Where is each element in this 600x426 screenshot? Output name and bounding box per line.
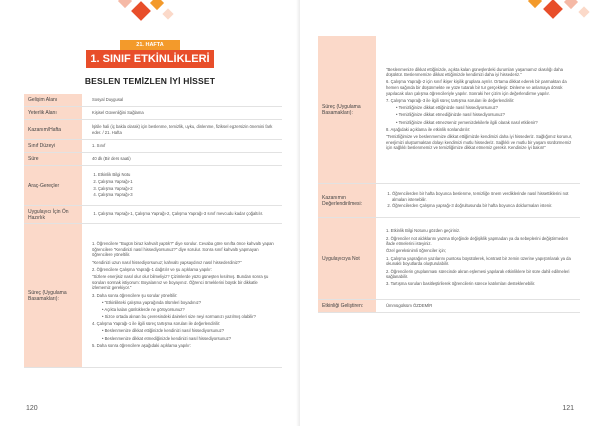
row-value: [380, 36, 580, 183]
row-value: [380, 218, 580, 299]
row-value: [86, 206, 282, 223]
row-value: Kişisel Güvenliğini Sağlama: [92, 110, 144, 116]
list-item: 6. Çalışma Yaprağı-2 için sınıf ikişer kişilik gruplara ayrılır. Ortama dikkat ederek bir parmaktan da hemen sağında bir düşünmekte ve yüze tutarak bir tur gerçekleşir. Dinleme ve anlamaya dönük yapılacak olan çalışma öğrencileriyle yapılır. Sonraki her çizim için değerlendirme yapılır.: [386, 79, 567, 96]
table-row: [318, 184, 580, 218]
row-value: İşitile hali (iç bakla olarak) için beslenme, temizlik, uyku, dinlenme, fiziksel egzersizin önemini fark eder. / 21. Hafta: [92, 123, 273, 135]
header-decoration: [100, 0, 200, 40]
list-item: • Sizce ortada alınan bu çevresindeki daireleri size neyi sormanızı yazılmış olabilir?: [102, 314, 256, 320]
list-item: • Temizliğinize dikkat etmezseniz yemenizdekilerle ilgili olarak nasıl etkilenir?: [396, 119, 538, 125]
list-item: "Temizliğimize ve beslenmemize dikkat ettiğimizde kendimizi daha iyi hissederiz. Sağlığımız korunur, enerjimizi oluşturmaktan dolayı kendimizi mutlu hissederiz. Sağlıklı ve mutlu bir yaşam sürdürmemiz için sağlıklı beslenmemiz ve temizliğimize dikkat etmemiz gerekir. Kendinize iyi bakın!": [386, 133, 573, 151]
list-item: Özel gereksinimli öğrenciler için;: [386, 248, 447, 254]
list-item: 2. Öğrencilere Çalışma Yaprağı-1 dağıtılır ve şu açıklama yapılır:: [92, 266, 212, 272]
list-item: • "Etkinlikteki çalışma yaprağında ölümleri boyadınız?: [102, 299, 202, 305]
table-row: [24, 107, 282, 120]
list-item: • Açıkta kalan günlüklerde ne görüyorsunuz?: [102, 306, 185, 312]
list-item: 1. Öğrencilerden bir hafta boyunca beslenme, temizliğe önem verdiklerinde nasıl hissettiklerini not almaları istenebilir.: [392, 191, 574, 202]
list-item: 2. Öğrenciler not aldıklarını yazma ölçeğinde değişiklik yapmadan ya da sebeplerini değiştirmeden ifade etmelerini isteyiniz.: [386, 235, 569, 247]
list-item: 2. Çalışma Yaprağı-1: [98, 179, 276, 185]
activity-table: [24, 94, 282, 368]
row-label: Süre: [24, 153, 86, 165]
list-item: "Beslenmenize dikkat ettiğinizde, açıkta kalan güneşlerdeki durumları yaşamamız olasılığı daha düşüktür. Beslenmemize dikkat ettiğimizde kendimizi daha iyi hissederiz.": [386, 66, 563, 78]
row-value: [86, 224, 282, 367]
list-item: • Beslenmenize dikkat ettiğinizde kendinizi nasıl hissediyorsunuz?: [102, 328, 225, 334]
list-item: • Temizliğinize dikkat etmediğinizde nasıl hissediyorsunuz?: [396, 112, 505, 118]
list-item: 5. Daha sonra öğrencilere aşağıdaki açıklama yapılır:: [92, 342, 191, 348]
row-label: Süreç (Uygulama Basamakları):: [24, 224, 86, 367]
activity-title: 1. SINIF ETKİNLİKLERİ: [86, 50, 214, 68]
list-item: 1. Çalışma Yaprağı-1, Çalışma Yaprağı-2, Çalışma Yaprağı-3 sınıf mevcudu kadar çoğaltılır.: [98, 211, 276, 217]
list-item: • Temizliğinize dikkat ettiğinizde nasıl hissediyorsunuz?: [396, 105, 498, 111]
row-label: Etkinliği Geliştiren:: [318, 300, 380, 312]
page-number: 121: [562, 405, 574, 412]
row-value: Sosyal Duygusal: [92, 97, 124, 103]
list-item: 8. Aşağıdaki açıklama ile etkinlik sonlandırılır:: [386, 126, 471, 132]
row-value: 40 dk (Bir ders saati): [92, 156, 131, 162]
table-row: [24, 224, 282, 368]
table-row: [24, 206, 282, 224]
row-label: Gelişim Alanı: [24, 94, 86, 106]
list-item: 2. Öğrencilerin gruplanması sürecinde akran eşlemesi yapılarak etkinliklere bir süre dahil edilmeleri sağlanabilir.: [386, 268, 570, 280]
row-value: 1. Sınıf: [92, 143, 106, 149]
list-item: 7. Çalışma Yaprağı-3 ile ilgili süreç tartışma soruları ile değerlendirilir:: [386, 97, 515, 103]
row-value: [86, 166, 282, 205]
row-label: Yeterlik Alanı: [24, 107, 86, 119]
table-row: [24, 94, 282, 107]
list-item: "Sizlere enerjisiz nasıl olur olur bilmeliyiz? Çizimlerde yüzü güneşten kısılmış. Bundan sonra şu soruları sormak istiyorum: Boyalarınız ve boyayınız. Öğrenci örneklerini büyük bir dikkatle izlememiz gerekiyor.": [92, 273, 269, 291]
table-row: [318, 36, 580, 184]
activity-subtitle: BESLEN TEMİZLEN İYİ HİSSET: [84, 76, 216, 86]
table-row: [24, 153, 282, 166]
list-item: 2. Öğrencilerden Çalışma yaprağı-3 doğrultusunda bir hafta boyunca doldurmaları istenir.: [392, 203, 574, 209]
list-item: 1. Öğrencilere "Bugün biraz kahvalt yaptık?" diye sorulur. Cevaba göre sınıfta önce kahvaltı yapan öğrencilere "Kendinizi nasıl hissediyorsunuz?" diye sorulur. Sonra sınıf kahvaltı yapmayan öğrencilere yöneltilir.: [92, 241, 274, 258]
row-label: Uygulayıcı İçin Ön Hazırlık: [24, 206, 86, 223]
list-item: • Beslenmenize dikkat etmediğinizde kendinizi nasıl hissediyorsunuz?: [102, 335, 232, 341]
row-label: Süreç (Uygulama Basamakları):: [318, 36, 380, 183]
row-label: Kazanımın Değerlendirilmesi:: [318, 184, 380, 217]
row-value: [380, 184, 580, 217]
table-row: [24, 166, 282, 206]
list-item: 3. Daha sonra öğrencilere şu sorular yöneltilir:: [92, 292, 178, 298]
list-item: 3. Çalışma Yaprağı-2: [98, 186, 276, 192]
table-row: [318, 300, 580, 313]
list-item: 1. Çalışma yaprağının yazılarını puntosu büyütülerek, kontrast bir zemin üzerine yapıştırılarak ya da okunaklı boyutlarda oluşturulabilir.: [386, 255, 571, 267]
list-item: 4. Çalışma Yaprağı-1 ile ilgili süreç tartışma soruları ile değerlendirilir:: [92, 321, 221, 327]
week-tab: 21. HAFTA: [120, 40, 180, 50]
header-decoration: [520, 0, 600, 30]
activity-table-continued: [318, 36, 580, 313]
list-item: 3. Tartışma soruları basitleştirilerek öğrencilerin sürece katılımları desteklenebilir.: [386, 281, 536, 287]
list-item: 4. Çalışma Yaprağı-3: [98, 192, 276, 198]
row-label: Uygulayıcıya Not: [318, 218, 380, 299]
row-label: Kazanım/Hafta: [24, 120, 86, 139]
list-item: 1. Etkinlik Bilgi Notu: [98, 172, 276, 178]
list-item: 1. Etkinlik Bilgi Notunu gözden geçiriniz.: [386, 228, 461, 234]
table-row: [24, 140, 282, 153]
list-item: "Kendinizi uzun nasıl hissediyorsunuz; kahvaltı yapsaydınız nasıl hissederdiniz?": [92, 259, 242, 265]
row-label: Araç-Gereçler: [24, 166, 86, 205]
table-row: [24, 120, 282, 140]
page-number: 120: [26, 405, 38, 412]
row-value: Ümmügülsüm ÖZDEMİR: [386, 303, 433, 309]
row-label: Sınıf Düzeyi: [24, 140, 86, 152]
table-row: [318, 218, 580, 300]
